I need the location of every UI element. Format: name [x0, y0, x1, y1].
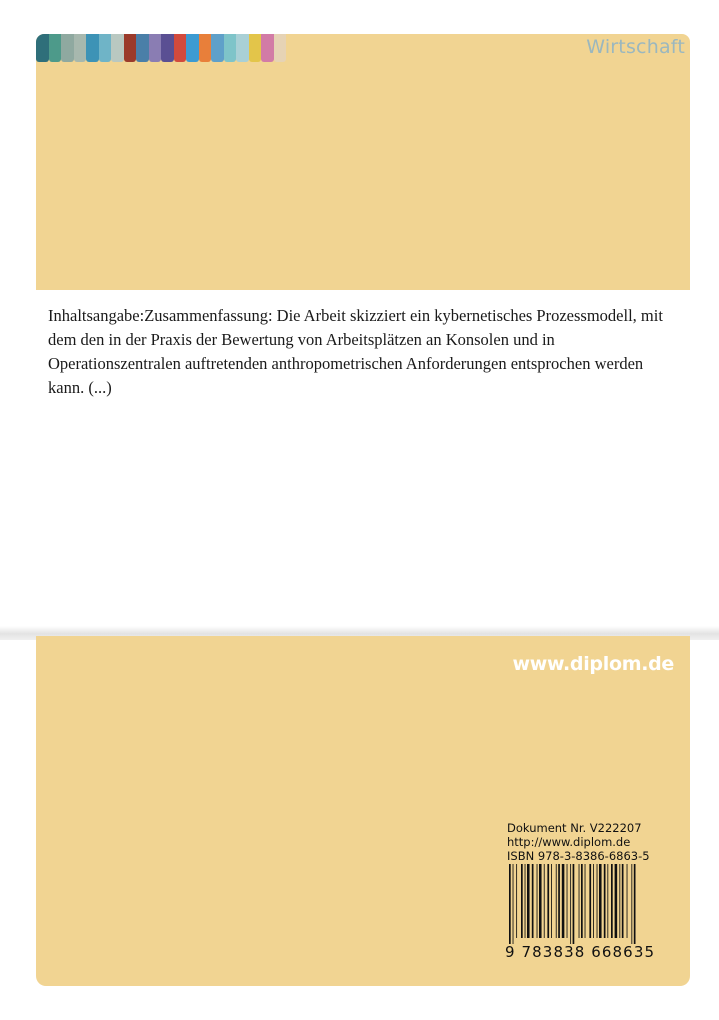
cover-top-panel: [36, 34, 690, 290]
barcode-bar: [619, 864, 620, 938]
barcode-bar: [525, 864, 526, 938]
barcode-bar: [527, 864, 530, 938]
barcode-bar: [551, 864, 552, 938]
publisher-site: www.diplom.de: [512, 653, 674, 675]
barcode-bar: [544, 864, 545, 938]
document-number: Dokument Nr. V222207: [507, 821, 642, 835]
color-tab: [224, 34, 237, 62]
barcode-bar: [615, 864, 618, 938]
barcode-bar: [558, 864, 560, 938]
barcode-bar: [581, 864, 583, 938]
color-tab: [236, 34, 249, 62]
color-tab: [274, 34, 287, 62]
barcode-bar: [631, 864, 632, 944]
barcode-bar: [627, 864, 628, 938]
barcode-bars: [505, 864, 675, 944]
barcode-bar: [539, 864, 542, 938]
color-tab: [99, 34, 112, 62]
color-tab: [261, 34, 274, 62]
color-tab: [249, 34, 262, 62]
color-tab: [124, 34, 137, 62]
barcode-bar: [570, 864, 571, 944]
barcode-bar: [622, 864, 624, 938]
color-tab: [61, 34, 74, 62]
barcode-digits: 9 783838 668635: [505, 943, 656, 961]
barcode-bar: [516, 864, 517, 938]
color-tab: [186, 34, 199, 62]
document-url: http://www.diplom.de: [507, 835, 631, 849]
color-tabs: [36, 34, 286, 62]
color-tab: [174, 34, 187, 62]
color-tab: [86, 34, 99, 62]
isbn: ISBN 978-3-8386-6863-5: [507, 849, 650, 863]
barcode-bar: [532, 864, 534, 938]
barcode-bar: [607, 864, 608, 938]
barcode-bar: [573, 864, 575, 944]
barcode-bar: [537, 864, 538, 938]
barcode-bar: [604, 864, 606, 938]
barcode-bar: [567, 864, 568, 938]
color-tab: [74, 34, 87, 62]
color-tab: [149, 34, 162, 62]
abstract-text: Inhaltsangabe:Zusammenfassung: Die Arbeit skizziert ein kybernetisches Prozessmodell, mit dem den in der Praxis der Bewertung von Arbeitsplätzen an Konsolen und in Operationszentralen auftretenden anthropometrischen Anforderungen entsprochen werden kann. (...): [48, 306, 663, 397]
barcode-bar: [556, 864, 557, 938]
barcode-bar: [634, 864, 636, 944]
barcode-bar: [599, 864, 602, 938]
color-tab: [161, 34, 174, 62]
barcode-bar: [597, 864, 598, 938]
category-label: Wirtschaft: [586, 36, 685, 58]
barcode-bar: [521, 864, 523, 938]
barcode-bar: [513, 864, 514, 944]
document-info: [507, 821, 650, 863]
barcode-bar: [562, 864, 565, 938]
barcode-bar: [509, 864, 511, 944]
barcode-bar: [589, 864, 591, 938]
color-tab: [199, 34, 212, 62]
barcode-bar: [579, 864, 580, 938]
color-tab: [211, 34, 224, 62]
color-tab: [136, 34, 149, 62]
barcode-bar: [585, 864, 586, 938]
color-tab: [111, 34, 124, 62]
barcode-bar: [593, 864, 594, 938]
barcode-bar: [611, 864, 613, 938]
barcode-bar: [547, 864, 549, 938]
color-tab: [36, 34, 49, 62]
color-tab: [49, 34, 62, 62]
